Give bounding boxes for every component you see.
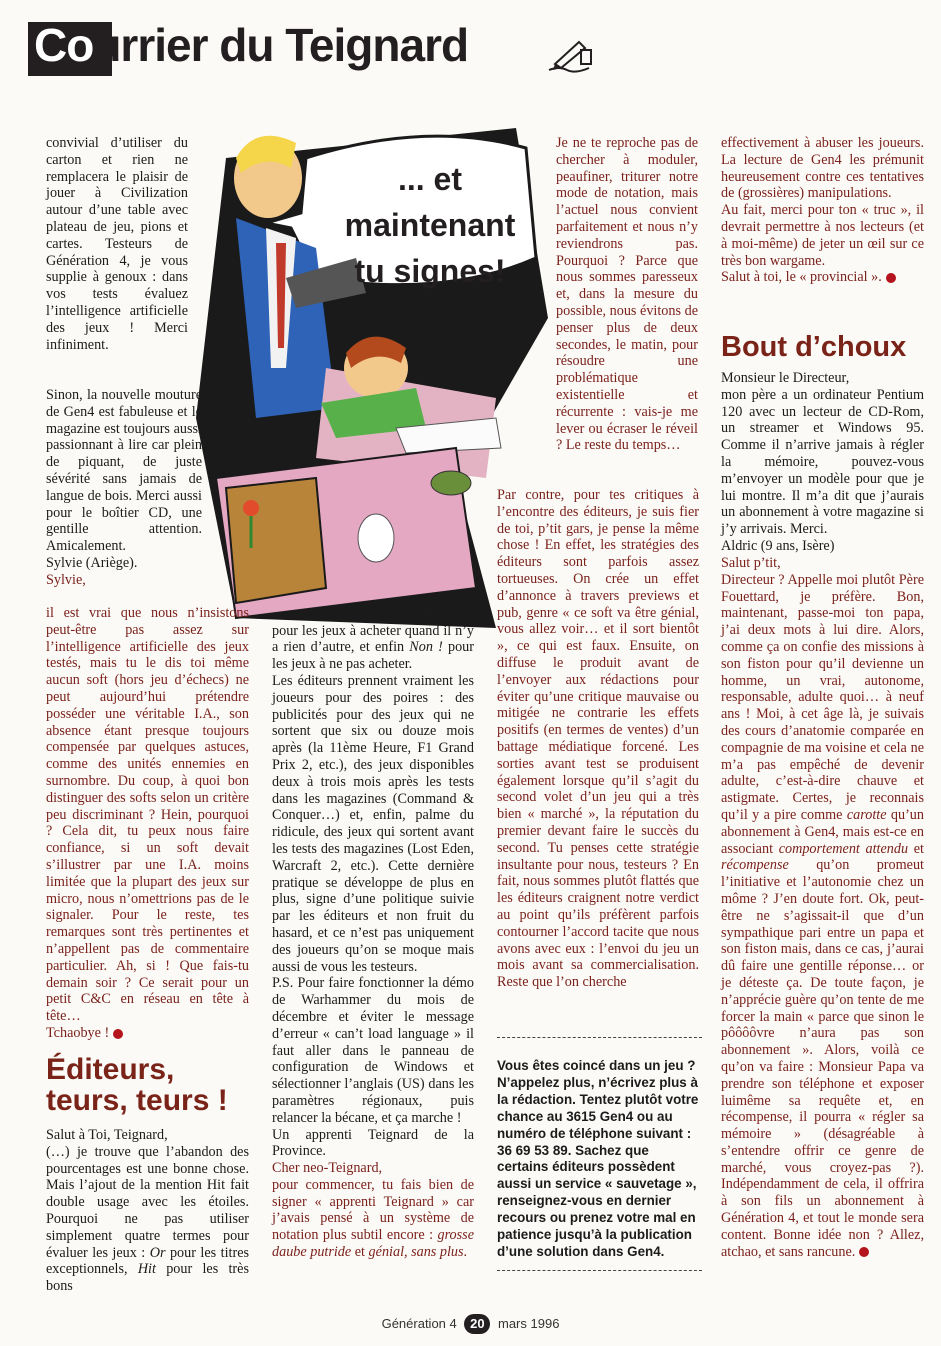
col1-letter-mid: Sinon, la nouvelle mouture de Gen4 est fabuleuse et le magazine est toujours aussi passionnant à lire car plein de piquant, de juste sévérité sans jamais de langue de bois. Merci aussi pour le boîtier CD, une gentille attention. Amicalement. Sylvie (Ariège). Sylvie, bbox=[46, 387, 202, 588]
section-title-editeurs: Éditeurs, teurs, teurs ! bbox=[46, 1053, 228, 1117]
col2-top: jeux, Passable pour les jeux à acheter quand il n’y a rien d’autre, et enfin Non ! pour les jeux à ne pas acheter. Les éditeurs prennent vraiment les joueurs pour des poires : des publicités pour des jeux qui ne sortent que six ou douze mois après (la 11ème Heure, F1 Grand Prix 2, etc.), des jeux disponibles deux à trois mois après les tests dans les magazines (Command & Conquer…) et, enfin, palme du ridicule, des jeux qui sortent avant les tests des magazines (Lost Eden, Warcraft 2, etc.). Cette dernière pratique se développe de plus en plus, signe d’une politique suivie par les éditeurs et non fruit du hasard, et ce n’est pas uniquement des joueurs qu’on se moque mais aussi de vous les testeurs. P.S. Pour faire fonctionner la démo de Warhammer du mois de décembre et éviter le message d’erreur « can’t load language » il faut aller dans le panneau de configuration de Windows et sélectionner l’anglais (US) dans les paramètres régionaux, puis relancer la bécane, et ça marche ! Un apprenti Teignard de la Province. Cher neo-Teignard, pour commencer, tu fais bien de signer « apprenti Teignard » car j’avais pensé à un système de notation plus subtil encore : grosse daube putride et génial, sans plus. bbox=[272, 589, 474, 1261]
col1-section2: Salut à Toi, Teignard, (…) je trouve que l’abandon des pourcentages est une bonne chose. Mais l’ajout de la mention Hit fait double usage avec les étoiles. Pourquoi ne pas utiliser simplement quatre termes pour évaluer les jeux : Or pour les titres exceptionnels, Hit pour les très bons bbox=[46, 1127, 250, 1295]
page-title: Courrier du Teignard bbox=[34, 19, 469, 71]
pen-signing-icon bbox=[545, 36, 595, 76]
col4-top: effectivement à abuser les joueurs. La lecture de Gen4 les prémunit heureusement contre ces tentatives de (grossières) manipulations. Au fait, merci pour ton « truc », il devrait permettre à nos lecteurs (et à moi-même) de jeter un œil sur ce très bon wargame. Salut à toi, le « provincial ». bbox=[721, 135, 924, 286]
page-footer: Génération 4 20 mars 1996 bbox=[0, 1314, 941, 1334]
help-box-text: Vous êtes coincé dans un jeu ? N’appelez plus, n’écrivez plus à la rédaction. Tentez plutôt votre chance au 3615 Gen4 ou au numéro de téléphone suivant : 36 69 53 89. Sachez que certains éditeurs possèdent aussi un service « sauvetage », renseignez-vous en dernier recours ou prenez votre mal en patience jusqu’à la publication d’une solution dans Gen4. bbox=[497, 1058, 699, 1259]
col4-reply: Salut p’tit, Directeur ? Appelle moi plutôt Père Fouettard, je préfère. Bon, maintenant, passe-moi ton papa, j’ai deux mots à lui dire. Alors, comme ça on confie des missions à son fiston pour qu’il devienne un homme, un vrai, autonome, responsable, adulte quoi… à neuf ans ! Moi, à cet âge là, je suivais des cours d’anatomie comparée en compagnie de ma voisine et cela ne m’a pas empêché de devenir adulte, c’est-à-dire chauve et astigmate. Certes, je reconnais qu’il y a pire comme carotte qu’un abonnement à Gen4, mais est-ce en associant comportement attendu et récompense qu’on promeut l’initiative et l’autonomie chez un môme ? J’en doute fort. Ok, peut-être ne s’agissait-il que d’un sympathique pari entre un papa et son fiston mais, dans ce cas, j’aurai dû faire une gentille réponse… or je déteste ça. De toute façon, je n’apprécie guère qu’on tente de me forcer la main « parce que sinon le pôôôôvre n’aura pas son abonnement ». Alors, voilà ce qu’on va faire : Monsieur Papa va prendre son téléphone et exposer luimême sa requête et, en récompense, il pourra « régler sa mémoire » (désagréable à s’entendre offrir ce genre de marché, vous croyez-pas ?). Indépendamment de cela, il offrira à son fils un abonnement à Génération 4, et tout le monde sera content. Bonne idée non ? Allez, atchao, et sans rancune. bbox=[721, 555, 924, 1260]
speech-bubble-text: ... et maintenant tu signes! bbox=[344, 161, 516, 289]
col3-body: Par contre, pour tes critiques à l’encontre des éditeurs, je suis fier de toi, p’tit gars, je pense la même chose ! En effet, les stratégies des éditeurs sont parfois assez tortueuses. On crée un effet d’annonce à travers previews et pub, genre « ce soft va être génial, vous allez voir… et il sort bientôt », ce qui est faux. Ensuite, on diffuse le produit avant de l’envoyer aux rédactions pour éviter qu’une critique mauvaise ou mitigée ne contrarie les effets positifs (en termes de ventes) d’un battage médiatique forcené. Les sorties avant test se produisent également lorsque qu’il s’agit du second volet d’un jeu qui a très bien « marché », la réputation du premier devant faire le succès du second. Tu penses cette stratégie insultante pour nous, testeurs ? En fait, nous sommes plutôt flattés que les éditeurs craignent notre verdict au point qu’ils préfèrent parfois contourner l’accord tacite que nous avons avec eux : l’envoi du jeu un mois avant sa commercialisation. Reste que l’on cherche bbox=[497, 487, 699, 991]
end-bullet bbox=[113, 1029, 123, 1039]
page-number-badge: 20 bbox=[464, 1314, 490, 1334]
col3-top: Je ne te reproche pas de chercher à moduler, peaufiner, triturer notre mode de notation, mais l’actuel nous convient parfaitement et nous n’y reviendrons pas. Pourquoi ? Parce que nous sommes paresseux et, dans la mesure du possible, nous évitons de penser plus de deux secondes, le matin, pour résoudre une problématique existentielle et récurrente : vais-je me lever ou écraser le réveil ? Le reste du temps… bbox=[556, 135, 698, 454]
col1-reply: il est vrai que nous n’insistons peut-être pas assez sur l’intelligence artificielle des jeux testés, mais tu le dis toi même aucun soft (hors jeu d’échecs) ne peut aujourd’hui prétendre posséder une véritable I.A., son absence étant presque toujours compensée par quelques astuces, comme des unités ennemies en surnombre. Du coup, à quoi bon distinguer des softs selon un critère peu discriminant ? Hein, pourquoi ? Cela dit, tu peux nous faire confiance, si un soft devait s’illustrer par une I.A. moins limitée que la plupart des jeux sur micro, nous n’omettrions pas de le signaler. Pour le reste, tes remarques sont très pertinentes et n’appellent pas de commentaire particulier. Ah, si ! Que fais-tu demain soir ? Ce serait pour un petit C&C en réseau en tête à tête… Tchaobye ! bbox=[46, 605, 249, 1041]
section-title-bout-dchoux: Bout d’choux bbox=[721, 331, 907, 363]
end-bullet bbox=[886, 273, 896, 283]
dashed-divider-top bbox=[497, 1037, 702, 1038]
dashed-divider-bottom bbox=[497, 1270, 702, 1271]
col1-letter-top: convivial d’utiliser du carton et rien ne remplacera le plaisir de jouer à Civilization autour d’une table avec plateau de jeu, pions et cartes. Testeurs de Génération 4, je vous supplie à genoux : dans vos tests évaluez l’intelligence artificielle des jeux ! Merci infiniment. bbox=[46, 135, 188, 353]
col4-letter: Monsieur le Directeur, mon père a un ordinateur Pentium 120 avec un lecteur de CD-Rom, un streamer et Windows 95. Comme il n’arrive jamais à régler la mémoire, pouvez-vous m’envoyer un modèle pour que je lui montre. Il m’a dit que j’aurais un abonnement à votre magazine si j’y arrivais. Merci. Aldric (9 ans, Isère) bbox=[721, 370, 924, 554]
end-bullet bbox=[859, 1247, 869, 1257]
